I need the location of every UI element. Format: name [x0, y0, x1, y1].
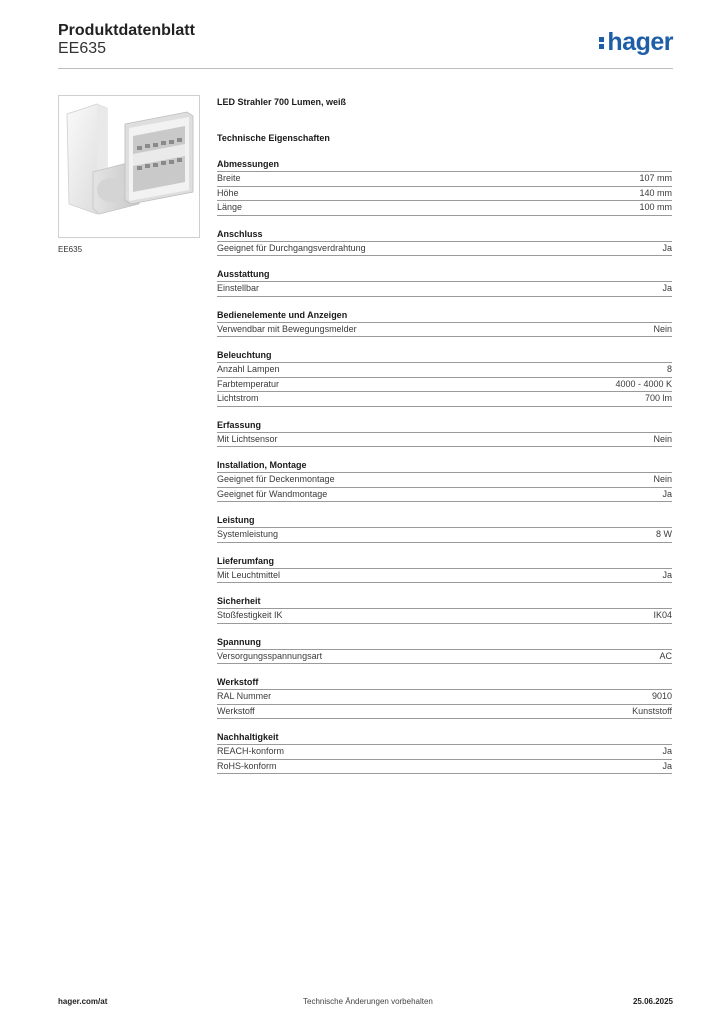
spec-row [217, 201, 672, 216]
spec-section [217, 158, 672, 216]
spec-section [217, 419, 672, 448]
section-title: Werkstoff [217, 676, 672, 690]
spec-row [217, 528, 672, 543]
spec-value: Ja [662, 746, 672, 756]
section-title: Beleuchtung [217, 349, 672, 363]
spec-value: Ja [662, 488, 672, 499]
spec-value: 100 mm [639, 202, 672, 212]
product-number: EE635 [58, 40, 107, 57]
spec-row [217, 242, 672, 257]
spec-label: Mit Lichtsensor [217, 433, 278, 444]
spec-label: RoHS-konform [217, 760, 277, 771]
spec-row [217, 323, 672, 338]
spec-label: Geeignet für Wandmontage [217, 488, 328, 499]
spec-label: Einstellbar [217, 283, 260, 293]
spec-section [217, 459, 672, 502]
spec-row [217, 392, 672, 407]
section-title: Installation, Montage [217, 459, 672, 473]
spec-label: RAL Nummer [217, 691, 272, 701]
spec-value: 8 [666, 364, 672, 374]
spec-value: Ja [662, 242, 672, 253]
logo-text: hager [607, 28, 673, 56]
spec-row [217, 690, 672, 705]
section-title: Sicherheit [217, 595, 672, 609]
footer-date: 25.06.2025 [632, 997, 673, 1006]
spec-label: Mit Leuchtmittel [217, 569, 281, 580]
spec-label: Systemleistung [217, 529, 279, 539]
spec-value: Ja [662, 760, 672, 771]
footer-disclaimer: Technische Änderungen vorbehalten [303, 997, 433, 1006]
section-title: Nachhaltigkeit [217, 731, 672, 745]
spec-value: 8 W [655, 529, 672, 539]
specs-heading: Technische Eigenschaften [217, 133, 330, 143]
document-title: Produktdatenblatt [58, 22, 195, 39]
section-title: Anschluss [217, 228, 672, 242]
spec-section [217, 514, 672, 543]
spec-row [217, 378, 672, 393]
footer-website: hager.com/at [58, 997, 108, 1006]
spec-value: Nein [653, 323, 672, 334]
hager-logo [599, 28, 673, 57]
spec-section [217, 555, 672, 584]
spec-label: Verwendbar mit Bewegungsmelder [217, 323, 357, 334]
spec-section [217, 676, 672, 719]
specs-content [217, 97, 672, 774]
product-heading: LED Strahler 700 Lumen, weiß [217, 97, 347, 107]
spec-row [217, 433, 672, 448]
spec-label: Lichtstrom [217, 393, 259, 403]
spec-label: Geeignet für Durchgangsverdrahtung [217, 242, 366, 253]
led-floodlight-icon [59, 96, 199, 237]
spec-row [217, 609, 672, 624]
section-title: Lieferumfang [217, 555, 672, 569]
spec-section [217, 228, 672, 257]
section-title: Leistung [217, 514, 672, 528]
spec-value: AC [659, 650, 672, 661]
spec-row [217, 488, 672, 503]
spec-section [217, 595, 672, 624]
spec-label: Geeignet für Deckenmontage [217, 474, 335, 484]
spec-row [217, 569, 672, 584]
spec-label: Anzahl Lampen [217, 364, 280, 374]
spec-row [217, 650, 672, 665]
spec-value: 700 lm [644, 393, 672, 403]
spec-row [217, 187, 672, 202]
spec-section [217, 636, 672, 665]
spec-section [217, 731, 672, 774]
spec-value: Ja [662, 283, 672, 293]
spec-label: Farbtemperatur [217, 378, 280, 389]
spec-sections [217, 158, 672, 774]
spec-section [217, 268, 672, 297]
page-header [58, 22, 673, 68]
product-image [58, 95, 200, 238]
spec-label: Länge [217, 202, 243, 212]
spec-value: Nein [653, 474, 672, 484]
spec-value: 4000 - 4000 K [615, 378, 672, 389]
spec-row [217, 745, 672, 760]
spec-label: Versorgungsspannungsart [217, 650, 323, 661]
spec-row [217, 473, 672, 488]
spec-row [217, 172, 672, 187]
spec-section [217, 309, 672, 338]
spec-value: Ja [662, 569, 672, 580]
spec-value: 107 mm [639, 173, 672, 183]
section-title: Spannung [217, 636, 672, 650]
spec-value: Kunststoff [632, 705, 672, 716]
spec-value: Nein [653, 433, 672, 444]
spec-label: Breite [217, 173, 241, 183]
spec-label: Höhe [217, 187, 239, 198]
spec-label: REACH-konform [217, 746, 285, 756]
spec-value: IK04 [653, 610, 672, 620]
spec-row [217, 282, 672, 297]
spec-section [217, 349, 672, 407]
spec-row [217, 363, 672, 378]
spec-value: 140 mm [639, 187, 672, 198]
section-title: Erfassung [217, 419, 672, 433]
header-divider [58, 68, 673, 69]
spec-label: Werkstoff [217, 705, 255, 716]
section-title: Abmessungen [217, 158, 672, 172]
spec-row [217, 760, 672, 775]
logo-colon-icon [599, 35, 605, 51]
image-caption: EE635 [58, 245, 83, 254]
spec-row [217, 705, 672, 720]
section-title: Bedienelemente und Anzeigen [217, 309, 672, 323]
spec-value: 9010 [651, 691, 672, 701]
spec-label: Stoßfestigkeit IK [217, 610, 283, 620]
section-title: Ausstattung [217, 268, 672, 282]
